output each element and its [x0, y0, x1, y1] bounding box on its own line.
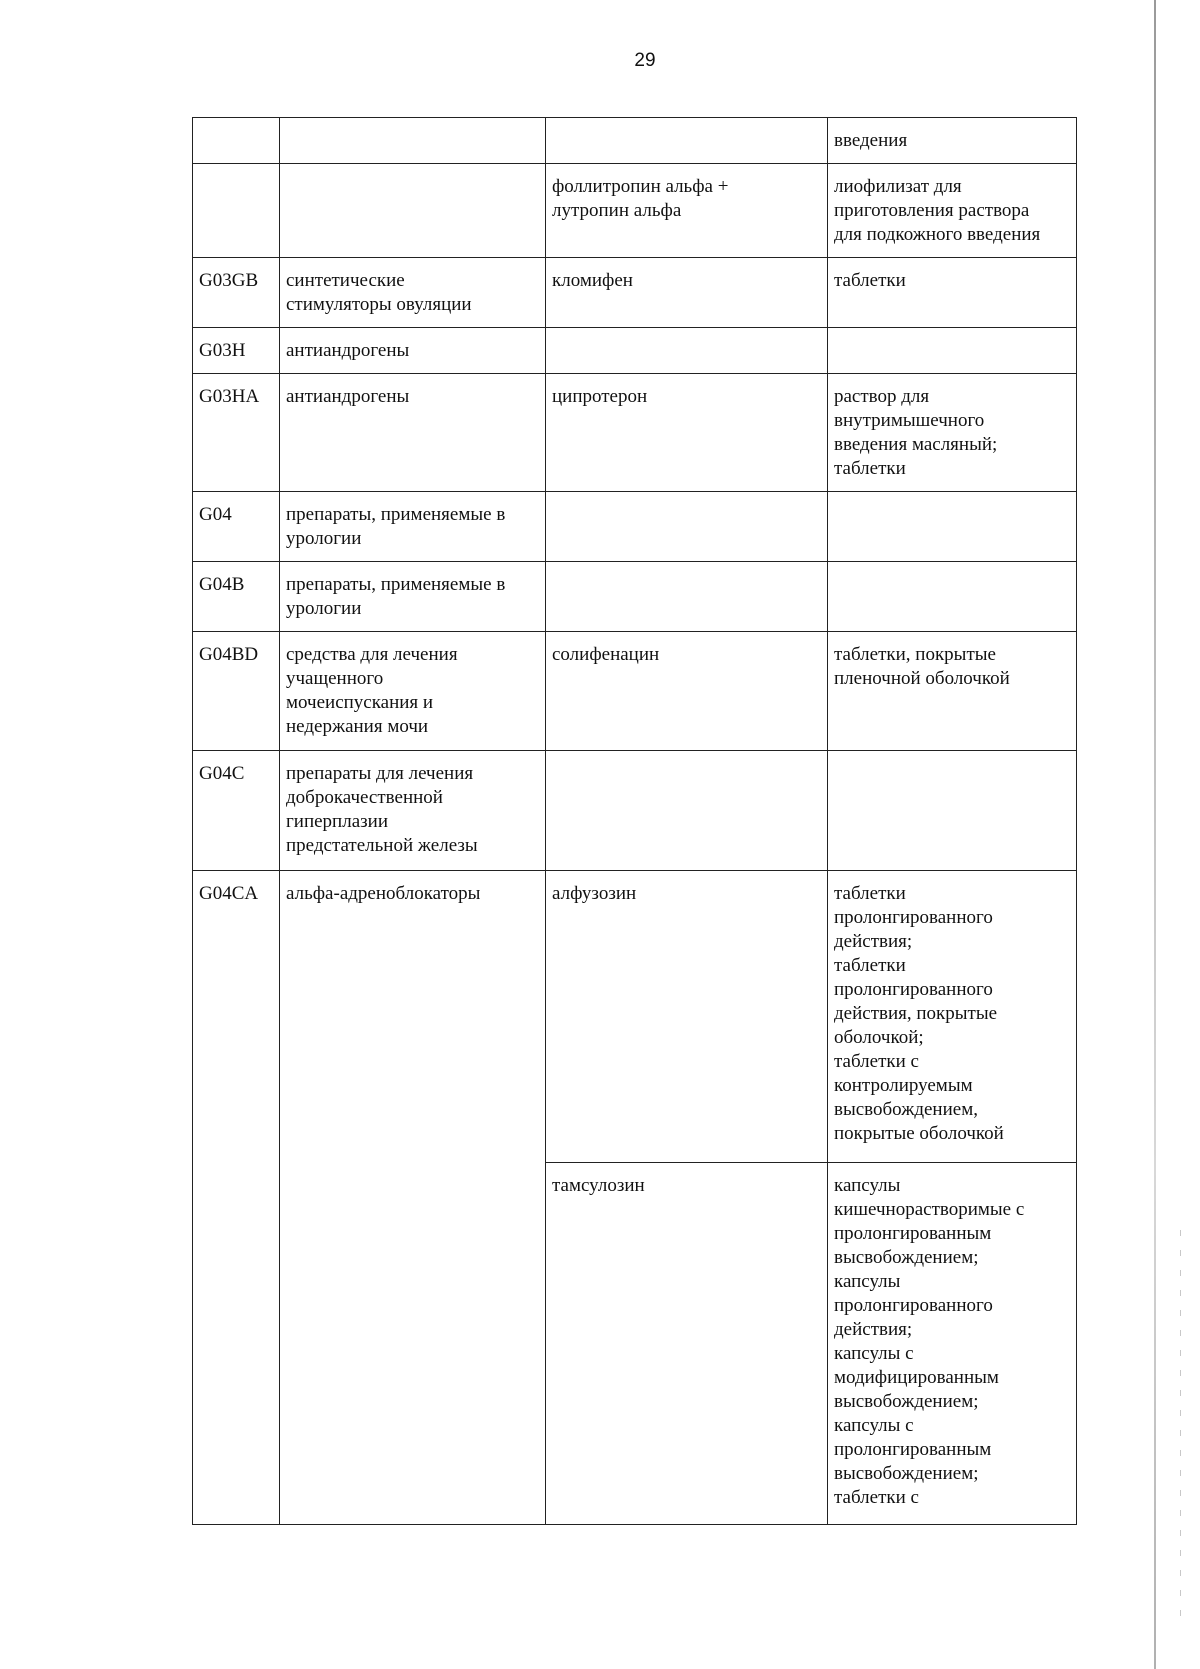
table-row: [193, 751, 1077, 871]
dosage-form-cell: введения: [828, 118, 1077, 164]
group-name-cell: [280, 164, 546, 258]
drug-name-cell: ципротерон: [546, 374, 828, 492]
table-row: [193, 164, 1077, 258]
drug-name-cell: алфузозин: [546, 871, 828, 1163]
atc-code-cell: G04: [193, 492, 280, 562]
group-name-cell: антиандрогены: [280, 328, 546, 374]
atc-code-cell: G03H: [193, 328, 280, 374]
dosage-form-cell: таблетки пролонгированного действия; таблетки пролонгированного действия, покрытые оболочкой; таблетки с контролируемым высвобождением, покрытые оболочкой: [828, 871, 1077, 1163]
group-name-cell: препараты, применяемые в урологии: [280, 562, 546, 632]
scan-edge-dashes: [1180, 1230, 1181, 1630]
page-number: 29: [634, 50, 656, 71]
dosage-form-cell: [828, 328, 1077, 374]
table-row: [193, 118, 1077, 164]
drug-name-cell: [546, 492, 828, 562]
table-row: [193, 258, 1077, 328]
group-name-cell: средства для лечения учащенного мочеиспускания и недержания мочи: [280, 632, 546, 751]
table-row: [193, 492, 1077, 562]
drug-name-cell: [546, 751, 828, 871]
drug-name-cell: кломифен: [546, 258, 828, 328]
table-row: [193, 562, 1077, 632]
group-name-cell: [280, 118, 546, 164]
atc-code-cell: [193, 164, 280, 258]
drug-name-cell: тамсулозин: [546, 1163, 828, 1525]
table-row: [193, 871, 1077, 1163]
atc-code-cell: G03GB: [193, 258, 280, 328]
dosage-form-cell: раствор для внутримышечного введения масляный; таблетки: [828, 374, 1077, 492]
dosage-form-cell: [828, 562, 1077, 632]
scan-edge-line: [1154, 0, 1156, 1669]
table-row: [193, 328, 1077, 374]
drug-name-cell: [546, 562, 828, 632]
group-name-cell: альфа-адреноблокаторы: [280, 871, 546, 1525]
medication-table: [192, 117, 1077, 1525]
group-name-cell: антиандрогены: [280, 374, 546, 492]
atc-code-cell: G03HA: [193, 374, 280, 492]
group-name-cell: препараты для лечения доброкачественной гиперплазии предстательной железы: [280, 751, 546, 871]
group-name-cell: синтетические стимуляторы овуляции: [280, 258, 546, 328]
group-name-cell: препараты, применяемые в урологии: [280, 492, 546, 562]
dosage-form-cell: таблетки, покрытые пленочной оболочкой: [828, 632, 1077, 751]
drug-name-cell: [546, 328, 828, 374]
dosage-form-cell: капсулы кишечнорастворимые с пролонгированным высвобождением; капсулы пролонгированного действия; капсулы с модифицированным высвобождением; капсулы с пролонгированным высвобождением; таблетки с: [828, 1163, 1077, 1525]
drug-name-cell: солифенацин: [546, 632, 828, 751]
drug-name-cell: [546, 118, 828, 164]
table-row: [193, 632, 1077, 751]
dosage-form-cell: [828, 492, 1077, 562]
atc-code-cell: [193, 118, 280, 164]
atc-code-cell: G04CA: [193, 871, 280, 1525]
table-row: [193, 374, 1077, 492]
dosage-form-cell: [828, 751, 1077, 871]
drug-name-cell: фоллитропин альфа + лутропин альфа: [546, 164, 828, 258]
atc-code-cell: G04C: [193, 751, 280, 871]
dosage-form-cell: лиофилизат для приготовления раствора для подкожного введения: [828, 164, 1077, 258]
atc-code-cell: G04BD: [193, 632, 280, 751]
dosage-form-cell: таблетки: [828, 258, 1077, 328]
atc-code-cell: G04B: [193, 562, 280, 632]
